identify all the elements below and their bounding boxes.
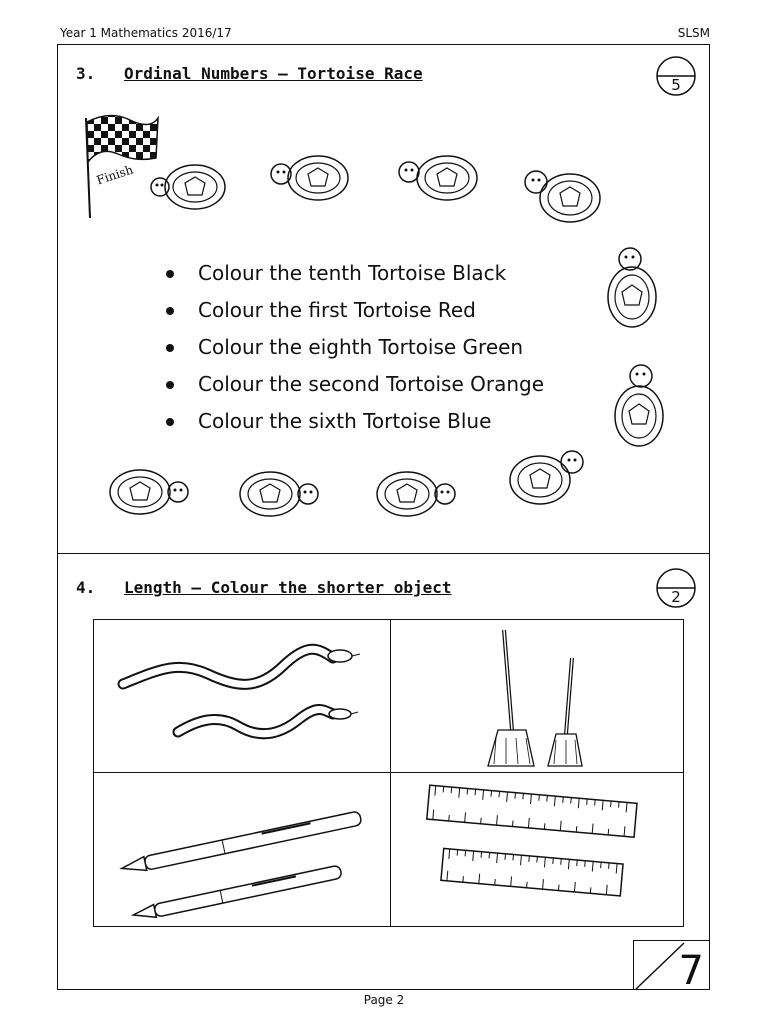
page-number: Page 2 [363,993,405,1007]
instruction-item: Colour the tenth Tortoise Black [160,255,544,292]
q4-title: Length – Colour the shorter object [124,578,452,597]
q4-number: 4. [76,578,96,597]
q3-title: Ordinal Numbers – Tortoise Race [124,64,423,83]
pen-icon [110,808,370,904]
q4-score-box [652,568,700,608]
instruction-item: Colour the first Tortoise Red [160,292,544,329]
grid-divider-horizontal [94,772,683,773]
tortoise-icon [150,155,240,220]
q3-score-box [652,56,700,96]
tortoise-icon [605,360,675,455]
broom-icon [480,626,590,772]
tortoise-icon [598,245,668,335]
tortoise-icon [395,146,490,211]
tortoise-icon [518,160,613,230]
total-score: 7 [678,948,704,994]
instruction-item: Colour the sixth Tortoise Blue [160,403,544,440]
instruction-item: Colour the eighth Tortoise Green [160,329,544,366]
section-divider [57,553,710,554]
flag-label: Finish [94,162,135,188]
total-score-box [633,940,710,994]
ruler-icon [420,786,645,906]
tortoise-icon [268,146,358,211]
header-school: SLSM [677,26,710,40]
tortoise-icon [498,442,593,512]
instruction-item: Colour the second Tortoise Orange [160,366,544,403]
q3-number: 3. [76,64,96,83]
q3-score: 5 [671,76,681,94]
tortoise-icon [98,460,193,525]
tortoise-icon [228,462,323,527]
q4-score: 2 [671,588,681,606]
tortoise-icon [365,462,460,527]
instruction-list [160,255,544,440]
header-title: Year 1 Mathematics 2016/17 [60,26,232,40]
grid-divider-vertical [390,620,391,926]
snake-long-icon [118,640,363,750]
